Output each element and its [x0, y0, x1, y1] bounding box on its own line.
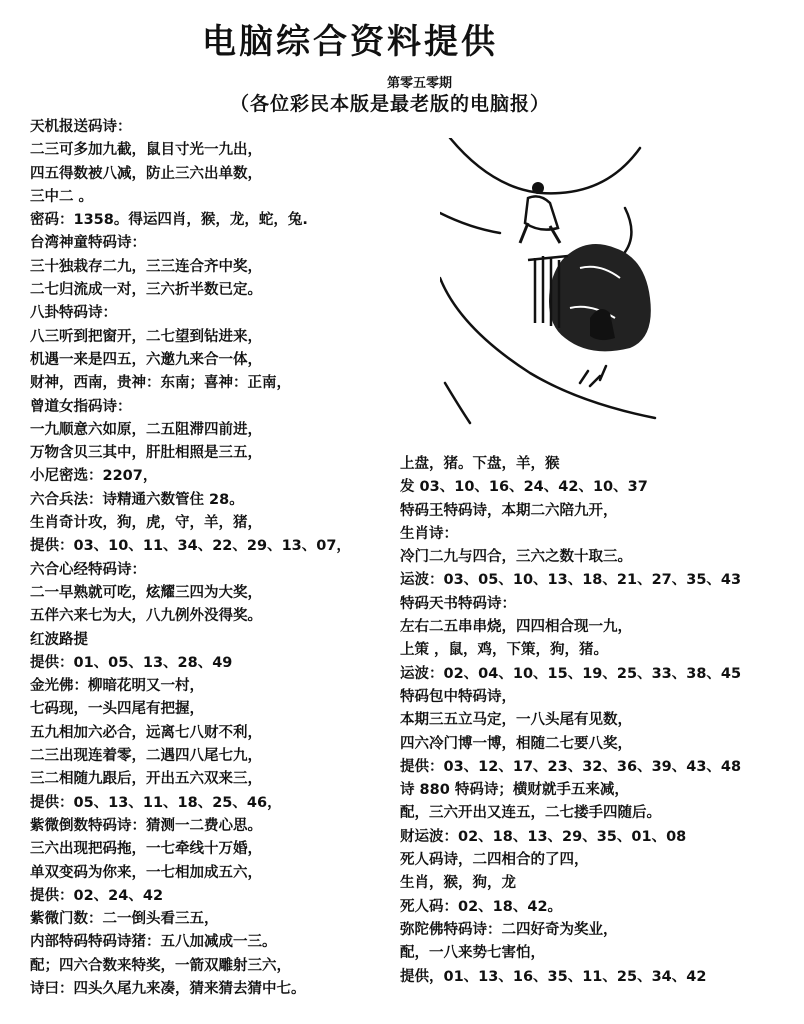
left-text-line: 三中二 。	[30, 188, 94, 205]
left-text-line: 四五得数被八减，防止三六出单数，	[30, 165, 262, 182]
right-text-line: 死人码：02、18、42。	[400, 898, 563, 915]
right-text-line: 上策 ，鼠，鸡，下策，狗，猪。	[400, 642, 609, 659]
left-text-line: 配；四六合数来特奖，一箭双雕射三六，	[30, 957, 291, 974]
right-text-line: 运波：02、04、10、15、19、25、33、38、45	[400, 665, 742, 682]
ink-sketch-figure-by-rock-icon	[440, 138, 660, 428]
left-text-line: 五伴六来七为大，八九例外没得奖。	[30, 608, 262, 625]
right-text-line: 财运波：02、18、13、29、35、01、08	[400, 828, 687, 845]
left-text-line: 提供：03、10、11、34、22、29、13、07，	[30, 538, 351, 555]
left-text-line: 二七归流成一对，三六折半数已定。	[30, 282, 262, 299]
right-column	[400, 453, 800, 989]
left-text-line: 五九相加六必合，远离七八财不利，	[30, 724, 262, 741]
page-subtitle: （各位彩民本版是最老版的电脑报）	[230, 93, 551, 115]
right-text-line: 生肖，猴，狗，龙	[400, 875, 516, 892]
right-text-line: 运波：03、05、10、13、18、21、27、35、43	[400, 572, 742, 589]
left-text-line: 二三可多加九截，鼠目寸光一九出，	[30, 142, 262, 159]
right-text-line: 冷门二九与四合，三六之数十取三。	[400, 549, 632, 566]
right-text-line: 提供：03、12、17、23、32、36、39、43、48	[400, 758, 742, 775]
left-text-line: 曾道女指码诗：	[30, 398, 132, 415]
left-text-line: 天机报送码诗：	[30, 119, 132, 135]
right-text-line: 上盘，猪。下盘，羊，猴	[400, 456, 560, 472]
left-text-line: 提供：02、24、42	[30, 887, 164, 904]
left-text-line: 台湾神童特码诗：	[30, 235, 146, 252]
left-text-line: 六合心经特码诗：	[30, 561, 146, 578]
left-text-line: 三六出现把码拖，一七牵线十万婚，	[30, 841, 262, 858]
left-text-line: 一九顺意六如原，二五阻滞四前进，	[30, 421, 262, 438]
right-text-line: 生肖诗：	[400, 525, 458, 542]
page-title: 电脑综合资料提供	[202, 22, 498, 62]
right-text-line: 配，一八来势七害怕，	[400, 945, 545, 962]
right-text-line: 发 03、10、16、24、42、10、37	[400, 479, 648, 496]
right-text-line: 弥陀佛特码诗：二四好奇为奖业，	[400, 921, 618, 938]
left-text-line: 二三出现连着零，二遇四八尾七九，	[30, 748, 262, 765]
left-text-line: 密码：1358。得运四肖，猴，龙，蛇，兔.	[30, 212, 308, 229]
left-text-line: 生肖奇计攻，狗，虎，守，羊，猪，	[30, 515, 262, 532]
left-text-line: 财神，西南，贵神：东南；喜神：正南，	[30, 375, 291, 392]
left-text-line: 金光佛：柳暗花明又一村，	[30, 678, 204, 695]
right-text-line: 特码天书特码诗：	[400, 595, 516, 612]
issue-number: 第零五零期	[387, 76, 453, 91]
left-text-line: 机遇一来是四五，六邀九来合一体，	[30, 351, 262, 368]
left-text-line: 提供：05、13、11、18、25、46，	[30, 794, 282, 811]
right-text-line: 左右二五串串烧，四四相合现一九，	[400, 619, 632, 636]
left-text-line: 紫微门数：二一倒头看三五，	[30, 911, 219, 928]
left-text-line: 六合兵法：诗精通六数管住 28。	[30, 491, 244, 508]
left-column	[30, 116, 400, 1001]
left-text-line: 三十独栽存二九，三三连合齐中奖，	[30, 258, 262, 275]
left-text-line: 八卦特码诗：	[30, 305, 117, 322]
right-text-line: 四六冷门博一博，相随二七要八奖，	[400, 735, 632, 752]
right-text-line: 本期三五立马定，一八头尾有见数，	[400, 712, 632, 729]
right-text-line: 死人码诗，二四相合的了四，	[400, 852, 589, 869]
left-text-line: 提供：01、05、13、28、49	[30, 654, 233, 671]
right-text-line: 特码包中特码诗，	[400, 688, 516, 705]
right-text-line: 提供，01、13、16、35、11、25、34、42	[400, 968, 707, 985]
left-text-line: 三二相随九跟后，开出五六双来三，	[30, 771, 262, 788]
left-text-line: 二一早熟就可吃，炫耀三四为大奖，	[30, 584, 262, 601]
left-text-line: 内部特码特码诗猪：五八加减成一三。	[30, 934, 277, 951]
right-text-line: 诗 880 特码诗；横财就手五来减，	[400, 782, 629, 799]
left-text-line: 八三听到把窗开，二七望到钻进来，	[30, 328, 262, 345]
left-text-line: 万物含贝三其中，肝肚相照是三五，	[30, 445, 262, 462]
left-text-line: 小尼密选：2207，	[30, 468, 158, 485]
right-text-line: 配，三六开出又连五，二七搂手四随后。	[400, 805, 661, 822]
right-text-line: 特码王特码诗，本期二六陪九开，	[400, 502, 618, 519]
left-text-line: 诗曰：四头久尾九来凑，猜来猜去猜中七。	[30, 980, 306, 997]
left-text-line: 紫微倒数特码诗：猜测一二费心思。	[30, 817, 262, 834]
left-text-line: 单双变码为你来，一七相加成五六，	[30, 864, 262, 881]
left-text-line: 七码现，一头四尾有把握，	[30, 701, 204, 718]
left-text-line: 红波路提	[30, 631, 88, 648]
